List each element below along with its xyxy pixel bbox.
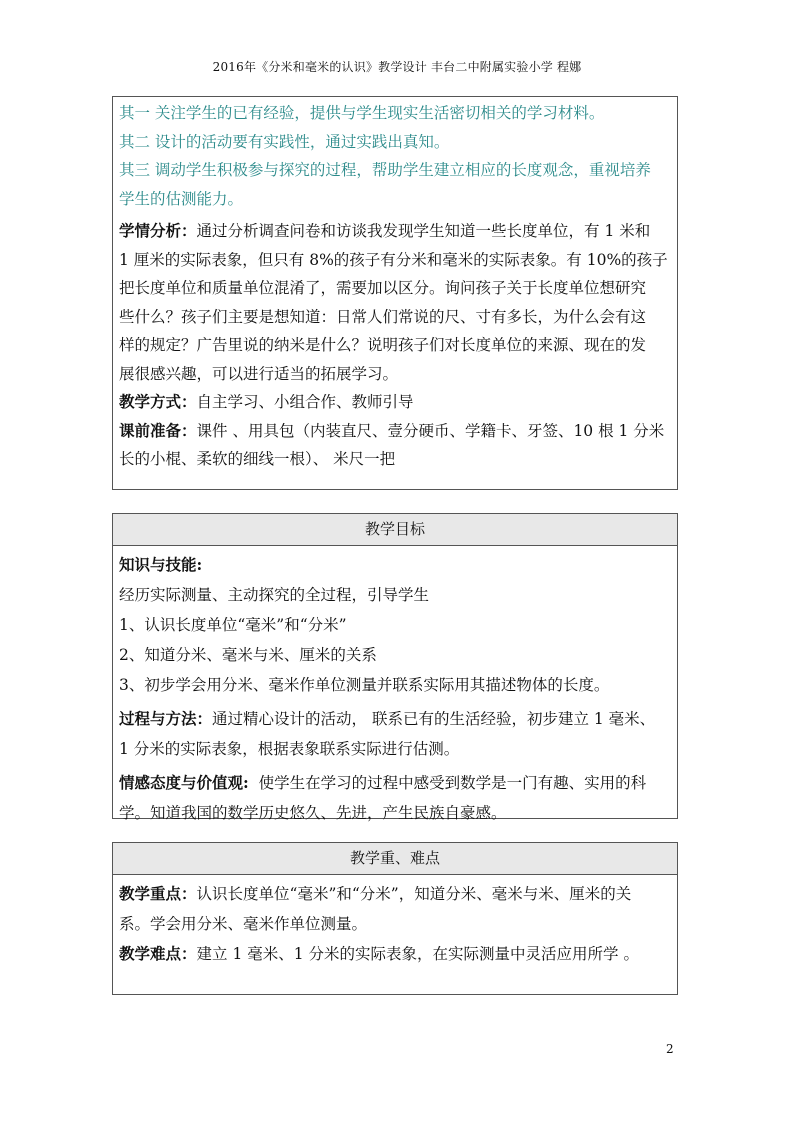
knowledge-line-1: 经历实际测量、主动探究的全过程，引导学生	[119, 586, 430, 604]
key-point-line-2: 系。学会用分米、毫米作单位测量。	[119, 915, 368, 933]
objectives-title: 教学目标	[113, 514, 677, 546]
process-line-2: 1 分米的实际表象，根据表象联系实际进行估测。	[119, 740, 460, 758]
prep-label: 课前准备：	[119, 420, 197, 440]
analysis-line-3: 把长度单位和质量单位混淆了，需要加以区分。询问孩子关于长度单位想研究	[119, 279, 647, 297]
difficulty-label: 教学难点：	[119, 944, 197, 963]
knowledge-line-2: 1、认识长度单位“毫米”和“分米”	[119, 616, 347, 634]
prep-line-1: 课前准备：课件 、用具包（内装直尺、壹分硬币、学籍卡、牙签、10 根 1 分米	[119, 420, 665, 440]
knowledge-line-3: 2、知道分米、毫米与米、厘米的关系	[119, 646, 377, 664]
principle-2: 其二 设计的活动要有实践性，通过实践出真知。	[119, 132, 450, 151]
analysis-line-2: 1 厘米的实际表象，但只有 8%的孩子有分米和毫米的实际表象。有 10%的孩子	[119, 250, 668, 269]
design-rationale-box	[112, 96, 678, 490]
key-points-title: 教学重、难点	[113, 843, 677, 875]
principle-3: 其三 调动学生积极参与探究的过程，帮助学生建立相应的长度观念，重视培养	[119, 161, 651, 179]
knowledge-label: 知识与技能:	[119, 555, 203, 574]
difficulty-line: 教学难点：建立 1 毫米、1 分米的实际表象，在实际测量中灵活应用所学 。	[119, 944, 639, 963]
key-point-line-1: 教学重点：认识长度单位“毫米”和“分米”，知道分米、毫米与米、厘米的关	[119, 884, 632, 903]
process-line-1: 过程与方法：通过精心设计的活动， 联系已有的生活经验，初步建立 1 毫米、	[119, 709, 656, 728]
analysis-label: 学情分析：	[119, 221, 197, 240]
analysis-line-4: 些什么？孩子们主要是想知道：日常人们常说的尺、寸有多长，为什么会有这	[119, 307, 647, 326]
teaching-objectives-box	[112, 513, 678, 822]
method-label: 教学方式：	[119, 392, 197, 411]
emotion-line-1: 情感态度与价值观: 使学生在学习的过程中感受到数学是一门有趣、实用的科	[119, 773, 647, 792]
page-number: 2	[666, 1042, 674, 1056]
method-line: 教学方式：自主学习、小组合作、教师引导	[119, 392, 414, 411]
prep-line-2: 长的小棍、柔软的细线一根）、 米尺一把	[119, 450, 396, 468]
page-header: 2016年《分米和毫米的认识》教学设计 丰台二中附属实验小学 程娜	[212, 60, 582, 74]
analysis-line-1: 学情分析：通过分析调查问卷和访谈我发现学生知道一些长度单位，有 1 米和	[119, 221, 651, 240]
analysis-line-6: 展很感兴趣，可以进行适当的拓展学习。	[119, 364, 399, 383]
key-difficult-points-box	[112, 842, 678, 995]
process-label: 过程与方法：	[119, 709, 213, 728]
emotion-line-2: 学。知道我国的数学历史悠久、先进，产生民族自豪感。	[119, 804, 507, 822]
knowledge-line-4: 3、初步学会用分米、毫米作单位测量并联系实际用其描述物体的长度。	[119, 676, 610, 694]
principle-1: 其一 关注学生的已有经验，提供与学生现实生活密切相关的学习材料。	[119, 104, 605, 122]
key-point-label: 教学重点：	[119, 884, 197, 903]
emotion-label: 情感态度与价值观:	[119, 773, 249, 792]
analysis-line-5: 样的规定？广告里说的纳米是什么？说明孩子们对长度单位的来源、现在的发	[119, 336, 647, 354]
principle-3-cont: 学生的估测能力。	[119, 189, 244, 208]
